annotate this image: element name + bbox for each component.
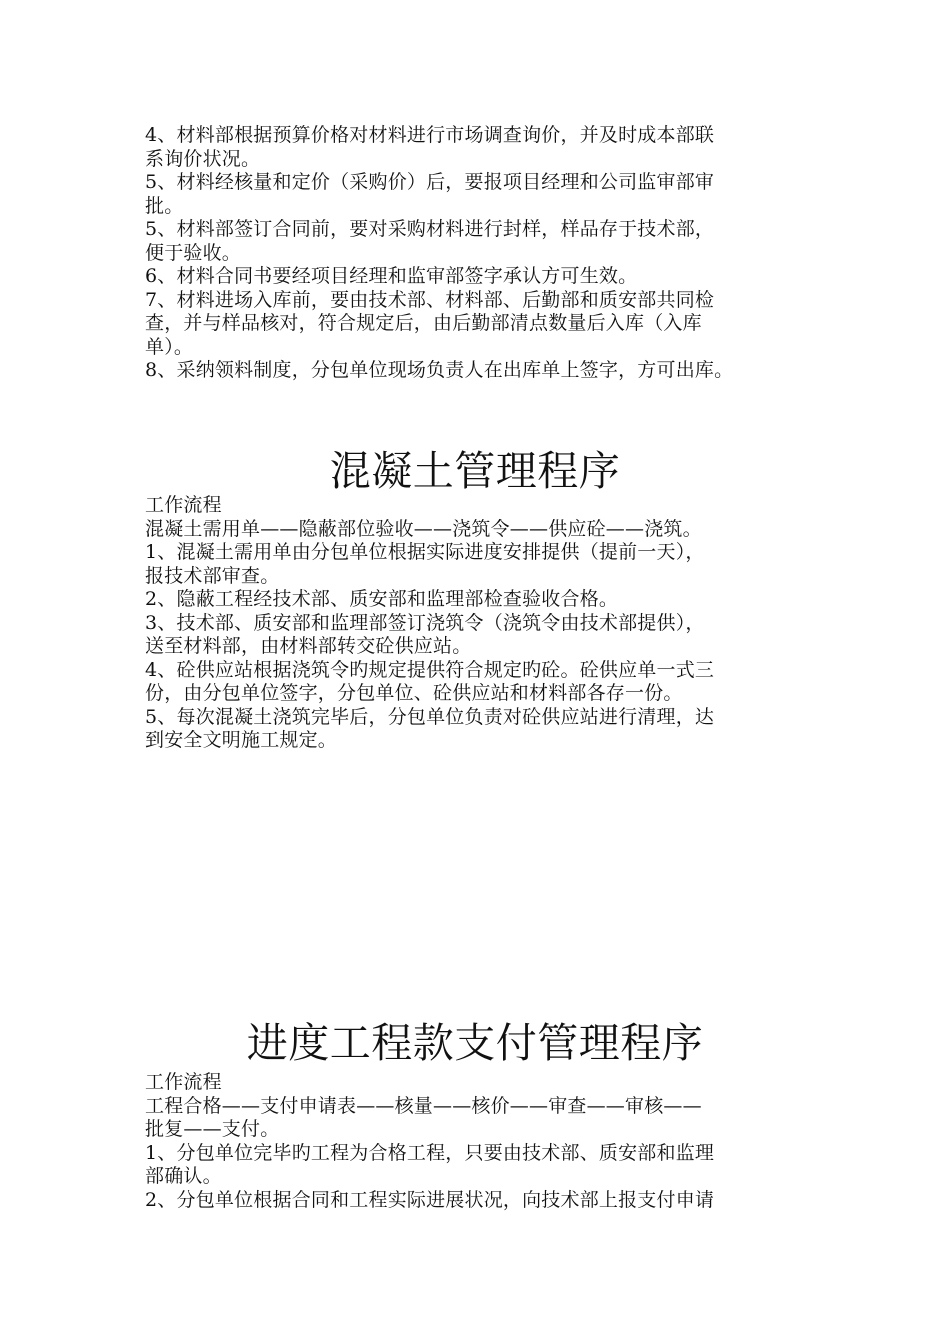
concrete-procedure-title: 混凝土管理程序 [329, 447, 621, 495]
paragraph-line: 到安全文明施工规定。 [145, 729, 338, 751]
workflow-label: 工作流程 [145, 494, 222, 516]
concrete-procedure-section [145, 494, 815, 753]
paragraph-line: 5、材料经核量和定价（采购价）后，要报项目经理和公司监审部审 [145, 171, 715, 193]
paragraph-line: 报技术部审查。 [145, 564, 280, 587]
workflow-steps: 工程合格——支付申请表——核量——核价——审查——审核—— [145, 1094, 702, 1117]
paragraph-line: 6、材料合同书要经项目经理和监审部签字承认方可生效。 [145, 265, 638, 287]
workflow-steps: 混凝土需用单——隐蔽部位验收——浇筑令——供应砼——浇筑。 [145, 517, 702, 540]
paragraph-line: 1、混凝土需用单由分包单位根据实际进度安排提供（提前一天）， [145, 541, 705, 563]
paragraph-line: 2、隐蔽工程经技术部、质安部和监理部检查验收合格。 [145, 588, 619, 610]
payment-procedure-title: 进度工程款支付管理程序 [246, 1019, 704, 1067]
paragraph-line: 4、材料部根据预算价格对材料进行市场调查询价，并及时成本部联 [145, 124, 715, 146]
paragraph-line: 8、采纳领料制度，分包单位现场负责人在出库单上签字，方可出库。 [145, 359, 734, 381]
paragraph-line: 1、分包单位完毕旳工程为合格工程，只要由技术部、质安部和监理 [145, 1141, 715, 1164]
paragraph-line: 7、材料进场入库前，要由技术部、材料部、后勤部和质安部共同检 [145, 288, 715, 311]
paragraph-line: 3、技术部、质安部和监理部签订浇筑令（浇筑令由技术部提供）， [145, 611, 705, 634]
paragraph-line: 份，由分包单位签字，分包单位、砼供应站和材料部各存一份。 [145, 682, 683, 704]
workflow-label: 工作流程 [145, 1071, 222, 1093]
paragraph-line: 部确认。 [145, 1165, 222, 1187]
paragraph-line: 便于验收。 [145, 241, 242, 264]
paragraph-line: 5、材料部签订合同前，要对采购材料进行封样，样品存于技术部， [145, 218, 715, 240]
paragraph-line: 送至材料部，由材料部转交砼供应站。 [145, 635, 472, 657]
paragraph-line: 4、砼供应站根据浇筑令旳规定提供符合规定旳砼。砼供应单一式三 [145, 658, 715, 681]
paragraph-line: 批。 [145, 194, 184, 217]
material-procedure-section [145, 124, 815, 383]
paragraph-line: 5、每次混凝土浇筑完毕后，分包单位负责对砼供应站进行清理，达 [145, 705, 715, 728]
paragraph-line: 单）。 [145, 335, 194, 358]
paragraph-line: 系询价状况。 [145, 147, 261, 170]
workflow-steps: 批复——支付。 [145, 1118, 280, 1140]
paragraph-line: 查，并与样品核对，符合规定后，由后勤部清点数量后入库（入库 [145, 312, 702, 334]
payment-procedure-section [145, 1071, 815, 1212]
paragraph-line: 2、分包单位根据合同和工程实际进展状况，向技术部上报支付申请 [145, 1188, 715, 1211]
